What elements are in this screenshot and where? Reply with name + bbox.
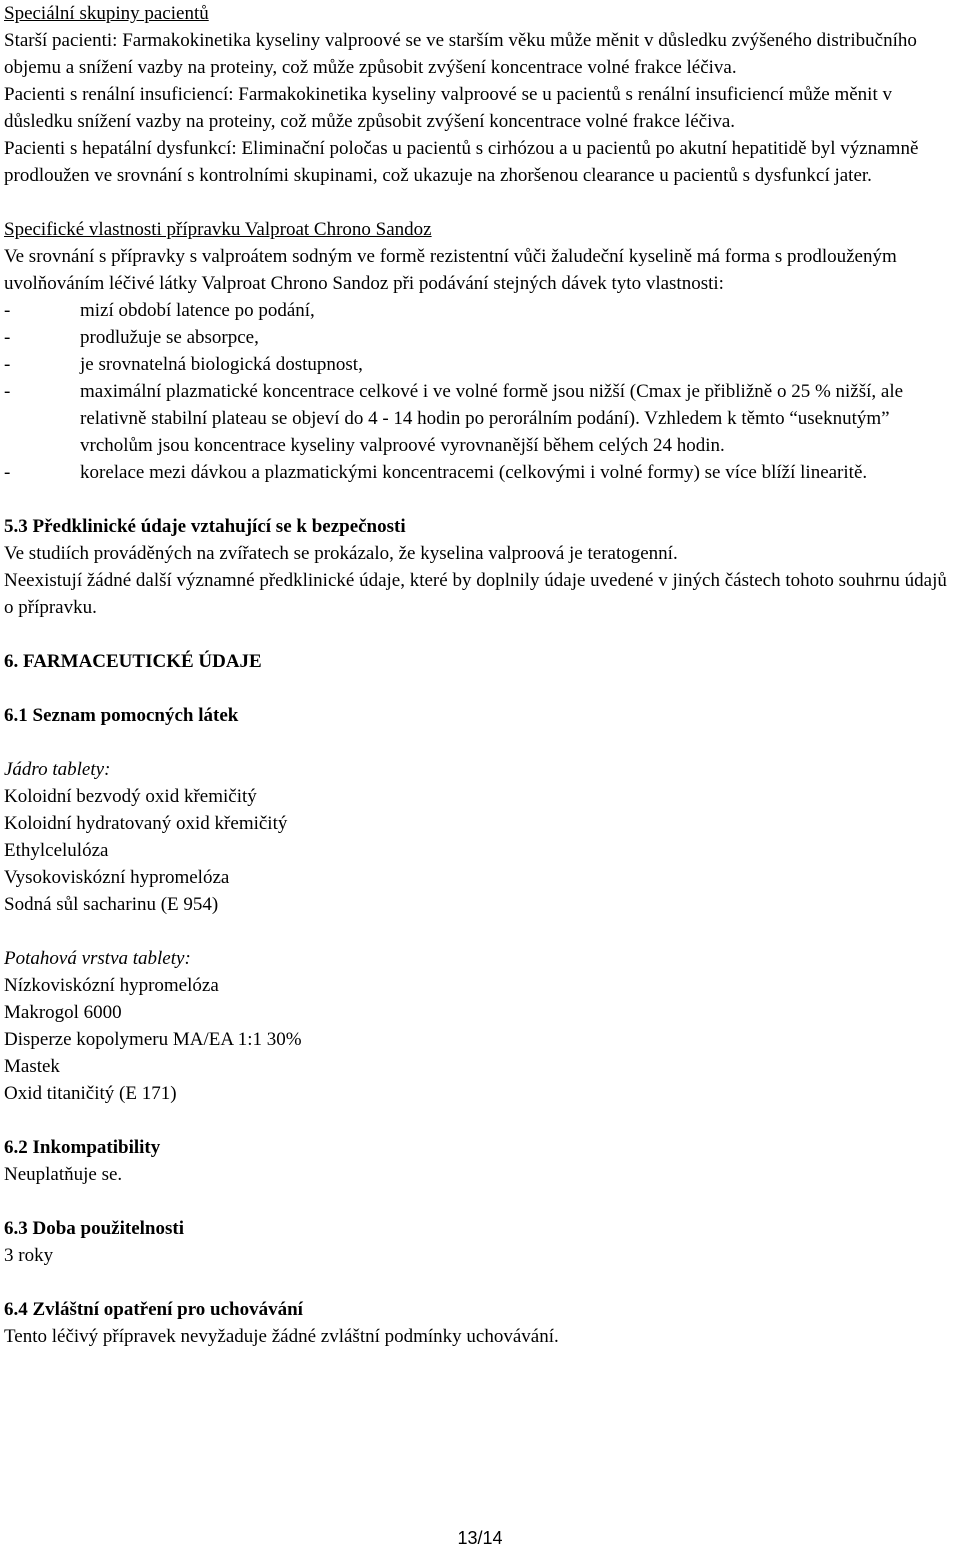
section-5-3-paragraph-1: Ve studiích prováděných na zvířatech se prokázalo, že kyselina valproová je teratogenní. — [4, 543, 678, 564]
excipient-item: Ethylcelulóza — [4, 840, 109, 861]
section-6-2-heading: 6.2 Inkompatibility — [4, 1137, 161, 1158]
section-6-2-text: Neuplatňuje se. — [4, 1164, 123, 1185]
section-6-4-heading: 6.4 Zvláštní opatření pro uchovávání — [4, 1299, 303, 1320]
list-item — [4, 351, 956, 378]
spacer — [4, 1188, 956, 1215]
section-6-3-heading: 6.3 Doba použitelnosti — [4, 1218, 184, 1239]
excipient-item: Oxid titaničitý (E 171) — [4, 1083, 177, 1104]
list-item-text: maximální plazmatické koncentrace celkové i ve volné formě jsou nižší (Cmax je přibližně o 25 % nižší, ale relativně stabilní plateau se objeví do 4 - 14 hodin po perorálním podání). Vzhledem k těmto “useknutým” vrcholům jsou koncentrace kyseliny valproové vyrovnanější během celých 24 hodin. — [80, 381, 904, 456]
section-5-3-paragraph-2: Neexistují žádné další významné předklinické údaje, které by doplnily údaje uvedené v jiných částech tohoto souhrnu údajů o přípravku. — [4, 570, 947, 618]
spacer — [4, 1107, 956, 1134]
excipient-item: Disperze kopolymeru MA/EA 1:1 30% — [4, 1029, 302, 1050]
excipient-item: Makrogol 6000 — [4, 1002, 122, 1023]
spacer — [4, 486, 956, 513]
spacer — [4, 918, 956, 945]
dash-bullet: - — [4, 381, 11, 402]
section-6-1-heading: 6.1 Seznam pomocných látek — [4, 705, 239, 726]
list-item — [4, 324, 956, 351]
spacer — [4, 1269, 956, 1296]
list-item-text: je srovnatelná biologická dostupnost, — [80, 354, 363, 375]
dash-bullet: - — [4, 300, 11, 321]
list-item-text: mizí období latence po podání, — [80, 300, 315, 321]
specific-properties-heading: Specifické vlastnosti přípravku Valproat Chrono Sandoz — [4, 219, 432, 240]
dash-bullet: - — [4, 327, 11, 348]
excipient-item: Koloidní hydratovaný oxid křemičitý — [4, 813, 288, 834]
renal-patients-paragraph: Pacienti s renální insuficiencí: Farmakokinetika kyseliny valproové se u pacientů s renální insuficiencí může měnit v důsledku snížení vazby na proteiny, což může způsobit zvýšení koncentrace volné frakce léčiva. — [4, 84, 892, 132]
page-number: 13/14 — [457, 1528, 503, 1548]
spacer — [4, 675, 956, 702]
list-item-text: prodlužuje se absorpce, — [80, 327, 259, 348]
excipient-item: Sodná sůl sacharinu (E 954) — [4, 894, 219, 915]
section-6-4-text: Tento léčivý přípravek nevyžaduje žádné zvláštní podmínky uchovávání. — [4, 1326, 559, 1347]
excipient-item: Vysokoviskózní hypromelóza — [4, 867, 230, 888]
section-6-3-text: 3 roky — [4, 1245, 54, 1266]
spacer — [4, 621, 956, 648]
dash-bullet: - — [4, 462, 11, 483]
older-patients-paragraph: Starší pacienti: Farmakokinetika kyseliny valproové se ve starším věku může měnit v důsledku zvýšeného distribučního objemu a snížení vazby na proteiny, což může způsobit zvýšení koncentrace volné frakce léčiva. — [4, 30, 917, 78]
list-item-text: korelace mezi dávkou a plazmatickými koncentracemi (celkovými i volné formy) se více blíží linearitě. — [80, 462, 868, 483]
list-item — [4, 378, 956, 459]
specific-properties-intro: Ve srovnání s přípravky s valproátem sodným ve formě rezistentní vůči žaludeční kyselině má forma s prodlouženým uvolňováním léčivé látky Valproat Chrono Sandoz při podávání stejných dávek tyto vlastnosti: — [4, 246, 897, 294]
tablet-coating-label: Potahová vrstva tablety: — [4, 948, 191, 969]
excipient-item: Nízkoviskózní hypromelóza — [4, 975, 219, 996]
excipient-item: Mastek — [4, 1056, 60, 1077]
dash-bullet: - — [4, 354, 11, 375]
excipient-item: Koloidní bezvodý oxid křemičitý — [4, 786, 257, 807]
list-item — [4, 459, 956, 486]
spacer — [4, 189, 956, 216]
tablet-core-label: Jádro tablety: — [4, 759, 111, 780]
document-page — [4, 0, 956, 1350]
hepatic-patients-paragraph: Pacienti s hepatální dysfunkcí: Eliminační poločas u pacientů s cirhózou a u pacientů po akutní hepatitidě byl významně prodloužen ve srovnání s kontrolními skupinami, což ukazuje na zhoršenou clearance u pacientů s dysfunkcí jater. — [4, 138, 919, 186]
properties-list — [4, 297, 956, 486]
section-6-heading: 6. FARMACEUTICKÉ ÚDAJE — [4, 651, 262, 672]
spacer — [4, 729, 956, 756]
list-item — [4, 297, 956, 324]
section-5-3-heading: 5.3 Předklinické údaje vztahující se k bezpečnosti — [4, 516, 406, 537]
special-groups-heading: Speciální skupiny pacientů — [4, 3, 209, 24]
